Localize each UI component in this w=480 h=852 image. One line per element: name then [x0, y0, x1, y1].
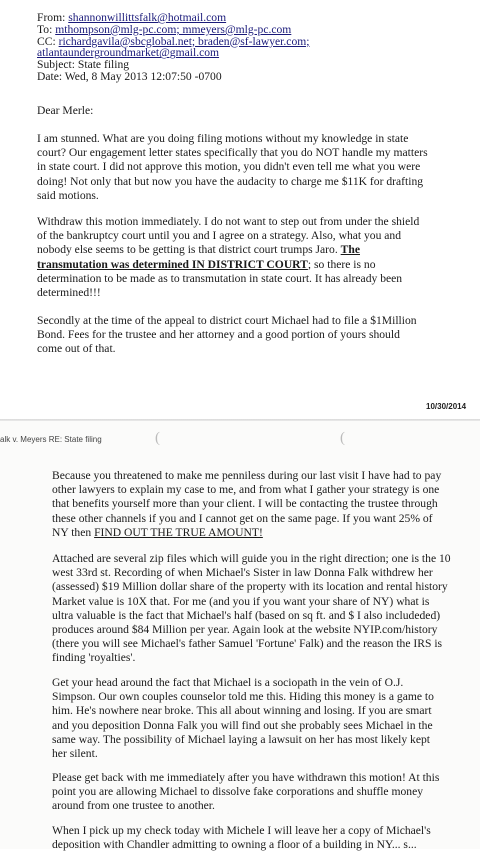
subject-line: Subject: State filing [37, 58, 130, 72]
page-date-stamp: 10/30/2014 [426, 402, 467, 411]
emphasis-true-amount: FIND OUT THE TRUE AMOUNT! [94, 525, 263, 539]
paragraph-8: When I pick up my check today with Michele I will leave her a copy of Michael's deposition with Chandler admitting to owning a floor of a building in NY... s... [52, 824, 431, 852]
cc-address-link[interactable]: richardgavila@sbcglobal.net; braden@sf-lawyer.com; [58, 34, 310, 48]
email-header [37, 12, 309, 83]
emphasis-the: The [340, 243, 360, 257]
email-page-1 [0, 0, 480, 420]
cc-address-link-2[interactable]: atlantaundergroundmarket@gmail.com [37, 46, 220, 60]
running-head: alk v. Meyers RE: State filing [0, 435, 102, 444]
scan-mark-right: ( [340, 430, 345, 446]
paragraph-5: Attached are several zip files which will guide you in the right direction; one is the 10 west 33rd st. Recording of when Michael's Sister in law Donna Falk withdrew her (assessed) $19 Million dollar share of the property with its location and rental history Market value is 10X that. For me (and you if you want your share of NY) what is ultra valuable is the fact that Michael's half (based on sq ft. and $ I also includeded) produces around $84 Million per year. Again look at the website NYIP.com/history (there you will see Michael's father Samuel 'Fortune' Falk) and the reason the IRS is finding 'royalties'. [52, 552, 451, 665]
from-address-link[interactable]: shannonwillittsfalk@hotmail.com [68, 11, 227, 24]
to-address-link[interactable]: mthompson@mlg-pc.com; mmeyers@mlg-pc.com [55, 22, 292, 36]
date-line: Date: Wed, 8 May 2013 12:07:50 -0700 [37, 69, 222, 83]
paragraph-4: Because you threatened to make me penniless during our last visit I have had to pay other lawyers to explain my case to me, and from what I gather your strategy is one that benefits yourself more than your client. I will be contacting the trustee through these other channels if you and I cannot get on the same page. If you want 25% of NY then FIND OUT THE TRUE AMOUNT! [52, 469, 442, 539]
paragraph-6: Get your head around the fact that Michael is a sociopath in the vein of O.J. Simpson. Our own couples counselor told me this. Hiding this money is a game to him. He's nowhere near broke. This all about winning and losing. If you are smart and you deposition Donna Falk you will find out she probably sees Michael in the same way. The possibility of Michael laying a lawsuit on her has most likely kept her silent. [52, 676, 434, 761]
salutation: Dear Merle: [37, 104, 94, 117]
paragraph-2: Withdraw this motion immediately. I do not want to step out from under the shield of the bankruptcy court until you and I agree on a strategy. Also, what you and nobody else seems to be getting is that district court trumps Jaro. The transmutation was determined IN DISTRICT COURT; so there is no determination to be made as to transmutation in state court. It has already been determined!!! [37, 215, 420, 300]
scan-mark-left: ( [155, 430, 160, 446]
emphasis-district-court: transmutation was determined IN DISTRICT COURT [37, 257, 308, 271]
to-line: To: mthompson@mlg-pc.com; mmeyers@mlg-pc.com [37, 22, 292, 36]
from-line: From: shannonwillittsfalk@hotmail.com [37, 11, 227, 24]
paragraph-7: Please get back with me immediately after you have withdrawn this motion! At this point you are allowing Michael to dissolve fake corporations and shuffle money around from one trustee to another. [52, 771, 440, 813]
cc-line: CC: richardgavila@sbcglobal.net; braden@sf-lawyer.com; [37, 34, 310, 48]
paragraph-1: I am stunned. What are you doing filing motions without my knowledge in state court? Our engagement letter states specifically that you do NOT handle my matters in state court. I did not approve this motion, you didn't even tell me what you were doing! Not only that but now you have the audacity to charge me $11K for drafting said motions. [37, 132, 428, 202]
paragraph-3: Secondly at the time of the appeal to district court Michael had to file a $1Million Bond. Fees for the trustee and her attorney and a good portion of yours should come out of that. [37, 314, 417, 356]
